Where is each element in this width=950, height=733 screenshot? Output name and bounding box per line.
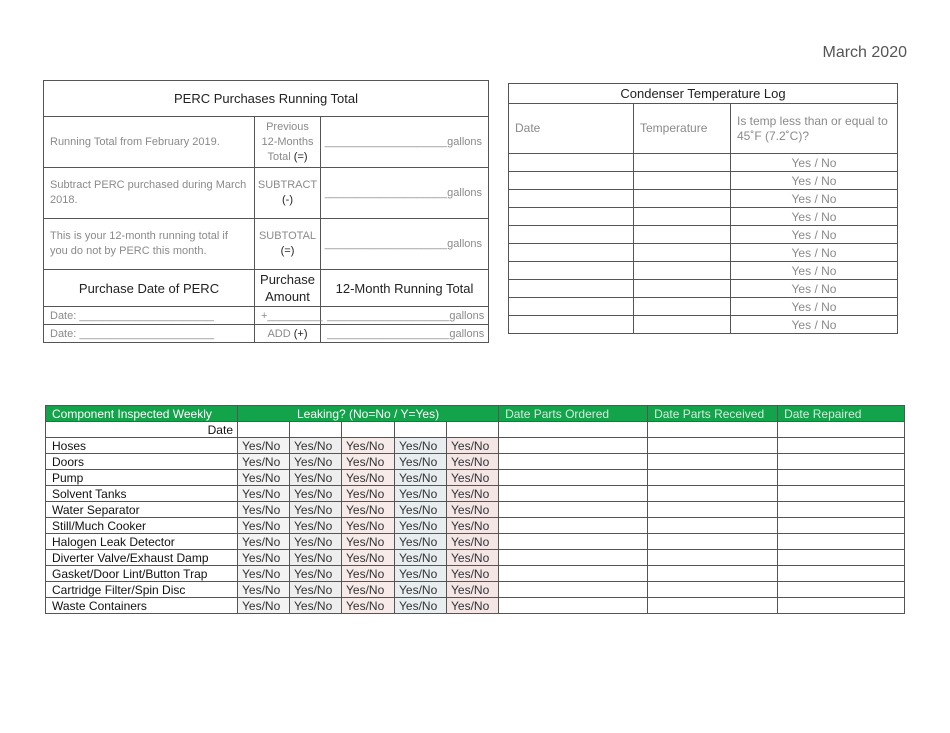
- condenser-row: [509, 280, 898, 298]
- condenser-yes-no[interactable]: Yes / No: [731, 172, 898, 190]
- leak-yes-no[interactable]: Yes/No: [447, 502, 499, 518]
- parts-ordered-cell[interactable]: [499, 486, 648, 502]
- perc-row-operation: SUBTOTAL (=): [255, 219, 321, 270]
- purchase-amount-header: Purchase Amount: [255, 270, 321, 307]
- condenser-row: [509, 190, 898, 208]
- condenser-date-cell[interactable]: [509, 316, 634, 334]
- parts-received-cell[interactable]: [648, 438, 778, 454]
- repaired-cell[interactable]: [778, 518, 905, 534]
- leak-yes-no[interactable]: Yes/No: [395, 598, 447, 614]
- parts-received-cell[interactable]: [648, 566, 778, 582]
- condenser-row: [509, 298, 898, 316]
- leak-yes-no[interactable]: Yes/No: [395, 454, 447, 470]
- component-row: [46, 454, 905, 470]
- leak-yes-no[interactable]: Yes/No: [238, 582, 290, 598]
- parts-received-cell[interactable]: [648, 582, 778, 598]
- leak-yes-no[interactable]: Yes/No: [447, 582, 499, 598]
- parts-ordered-cell[interactable]: [499, 502, 648, 518]
- leak-yes-no[interactable]: Yes/No: [447, 438, 499, 454]
- leak-yes-no[interactable]: Yes/No: [238, 470, 290, 486]
- condenser-date-header: Date: [509, 104, 634, 154]
- component-row: [46, 486, 905, 502]
- week-date-cell[interactable]: [238, 422, 290, 438]
- leak-yes-no[interactable]: Yes/No: [290, 582, 342, 598]
- leak-yes-no[interactable]: Yes/No: [447, 550, 499, 566]
- parts-ordered-cell[interactable]: [499, 566, 648, 582]
- condenser-temp-cell[interactable]: [634, 190, 731, 208]
- leak-yes-no[interactable]: Yes/No: [290, 502, 342, 518]
- leak-yes-no[interactable]: Yes/No: [290, 438, 342, 454]
- condenser-date-cell[interactable]: [509, 172, 634, 190]
- condenser-temp-cell[interactable]: [634, 226, 731, 244]
- component-row: [46, 582, 905, 598]
- leak-yes-no[interactable]: Yes/No: [447, 470, 499, 486]
- leak-yes-no[interactable]: Yes/No: [395, 502, 447, 518]
- leak-yes-no[interactable]: Yes/No: [395, 486, 447, 502]
- condenser-date-cell[interactable]: [509, 226, 634, 244]
- parts-received-cell[interactable]: [648, 486, 778, 502]
- condenser-yes-no[interactable]: Yes / No: [731, 280, 898, 298]
- component-name: Halogen Leak Detector: [46, 534, 238, 550]
- parts-received-cell[interactable]: [648, 534, 778, 550]
- leak-yes-no[interactable]: Yes/No: [395, 534, 447, 550]
- leak-yes-no[interactable]: Yes/No: [238, 550, 290, 566]
- repaired-cell[interactable]: [778, 422, 905, 438]
- repaired-cell[interactable]: [778, 550, 905, 566]
- leak-yes-no[interactable]: Yes/No: [238, 598, 290, 614]
- condenser-row: [509, 172, 898, 190]
- leak-yes-no[interactable]: Yes/No: [290, 486, 342, 502]
- component-row: [46, 598, 905, 614]
- repaired-cell[interactable]: [778, 438, 905, 454]
- repaired-cell[interactable]: [778, 582, 905, 598]
- leak-yes-no[interactable]: Yes/No: [342, 582, 395, 598]
- repaired-cell[interactable]: [778, 598, 905, 614]
- perc-row-desc: Subtract PERC purchased during March 2018.: [44, 168, 255, 219]
- condenser-row: [509, 208, 898, 226]
- component-name: Hoses: [46, 438, 238, 454]
- leak-yes-no[interactable]: Yes/No: [238, 486, 290, 502]
- running-total-field[interactable]: ____________________gallons: [321, 325, 489, 343]
- repaired-cell[interactable]: [778, 566, 905, 582]
- leak-yes-no[interactable]: Yes/No: [290, 518, 342, 534]
- condenser-row: [509, 316, 898, 334]
- perc-row-gallons-field[interactable]: ____________________gallons: [321, 168, 489, 219]
- condenser-temp-cell[interactable]: [634, 154, 731, 172]
- perc-row-operation: Previous 12-Months Total (=): [255, 117, 321, 168]
- leak-yes-no[interactable]: Yes/No: [447, 566, 499, 582]
- leak-yes-no[interactable]: Yes/No: [290, 598, 342, 614]
- leak-yes-no[interactable]: Yes/No: [447, 518, 499, 534]
- leak-yes-no[interactable]: Yes/No: [447, 486, 499, 502]
- condenser-yes-no[interactable]: Yes / No: [731, 226, 898, 244]
- leak-yes-no[interactable]: Yes/No: [342, 566, 395, 582]
- leak-yes-no[interactable]: Yes/No: [395, 550, 447, 566]
- leak-yes-no[interactable]: Yes/No: [342, 550, 395, 566]
- condenser-row: [509, 262, 898, 280]
- condenser-temp-cell[interactable]: [634, 172, 731, 190]
- week-date-cell[interactable]: [395, 422, 447, 438]
- component-row: [46, 470, 905, 486]
- leak-yes-no[interactable]: Yes/No: [395, 518, 447, 534]
- leak-yes-no[interactable]: Yes/No: [238, 518, 290, 534]
- date-row-label: Date: [46, 422, 238, 438]
- parts-received-cell[interactable]: [648, 502, 778, 518]
- parts-ordered-cell[interactable]: [499, 470, 648, 486]
- parts-ordered-cell[interactable]: [499, 534, 648, 550]
- component-name: Waste Containers: [46, 598, 238, 614]
- condenser-title: Condenser Temperature Log: [509, 84, 898, 104]
- parts-received-cell[interactable]: [648, 518, 778, 534]
- leak-yes-no[interactable]: Yes/No: [290, 566, 342, 582]
- condenser-temp-cell[interactable]: [634, 244, 731, 262]
- leak-yes-no[interactable]: Yes/No: [395, 470, 447, 486]
- component-name: Cartridge Filter/Spin Disc: [46, 582, 238, 598]
- purchase-amount-field[interactable]: +_________: [255, 307, 321, 325]
- condenser-yes-no[interactable]: Yes / No: [731, 208, 898, 226]
- condenser-temp-cell[interactable]: [634, 280, 731, 298]
- leak-yes-no[interactable]: Yes/No: [447, 534, 499, 550]
- purchase-date-field[interactable]: Date: ______________________: [44, 307, 255, 325]
- component-row: [46, 518, 905, 534]
- condenser-yes-no[interactable]: Yes / No: [731, 190, 898, 208]
- leak-yes-no[interactable]: Yes/No: [290, 454, 342, 470]
- leak-yes-no[interactable]: Yes/No: [395, 582, 447, 598]
- component-name: Doors: [46, 454, 238, 470]
- leak-yes-no[interactable]: Yes/No: [447, 454, 499, 470]
- condenser-temp-cell[interactable]: [634, 316, 731, 334]
- repaired-cell[interactable]: [778, 470, 905, 486]
- purchase-amount-field[interactable]: ADD (+): [255, 325, 321, 343]
- parts-received-cell[interactable]: [648, 550, 778, 566]
- leak-yes-no[interactable]: Yes/No: [342, 502, 395, 518]
- perc-running-total-table: [43, 80, 489, 343]
- condenser-row: [509, 226, 898, 244]
- leak-yes-no[interactable]: Yes/No: [342, 598, 395, 614]
- component-name: Pump: [46, 470, 238, 486]
- leak-yes-no[interactable]: Yes/No: [395, 438, 447, 454]
- condenser-date-cell[interactable]: [509, 280, 634, 298]
- leak-yes-no[interactable]: Yes/No: [342, 470, 395, 486]
- parts-ordered-cell[interactable]: [499, 454, 648, 470]
- condenser-question-header: Is temp less than or equal to 45˚F (7.2˚C)?: [731, 104, 898, 154]
- perc-row-desc: Running Total from February 2019.: [44, 117, 255, 168]
- condenser-yes-no[interactable]: Yes / No: [731, 316, 898, 334]
- leak-yes-no[interactable]: Yes/No: [238, 502, 290, 518]
- component-row: [46, 502, 905, 518]
- component-row: [46, 438, 905, 454]
- condenser-yes-no[interactable]: Yes / No: [731, 154, 898, 172]
- condenser-date-cell[interactable]: [509, 298, 634, 316]
- parts-ordered-cell[interactable]: [499, 422, 648, 438]
- leak-yes-no[interactable]: Yes/No: [342, 518, 395, 534]
- repaired-cell[interactable]: [778, 534, 905, 550]
- parts-ordered-cell[interactable]: [499, 438, 648, 454]
- purchase-date-field[interactable]: Date: ______________________: [44, 325, 255, 343]
- condenser-yes-no[interactable]: Yes / No: [731, 262, 898, 280]
- leak-yes-no[interactable]: Yes/No: [290, 550, 342, 566]
- condenser-date-cell[interactable]: [509, 208, 634, 226]
- parts-received-cell[interactable]: [648, 454, 778, 470]
- parts-ordered-cell[interactable]: [499, 550, 648, 566]
- leak-yes-no[interactable]: Yes/No: [342, 454, 395, 470]
- condenser-row: [509, 244, 898, 262]
- parts-ordered-cell[interactable]: [499, 518, 648, 534]
- perc-row-gallons-field[interactable]: ____________________gallons: [321, 117, 489, 168]
- component-name: Gasket/Door Lint/Button Trap: [46, 566, 238, 582]
- running-total-field[interactable]: ____________________gallons: [321, 307, 489, 325]
- leak-yes-no[interactable]: Yes/No: [238, 438, 290, 454]
- condenser-yes-no[interactable]: Yes / No: [731, 298, 898, 316]
- condenser-temp-cell[interactable]: [634, 208, 731, 226]
- condenser-yes-no[interactable]: Yes / No: [731, 244, 898, 262]
- condenser-date-cell[interactable]: [509, 154, 634, 172]
- condenser-date-cell[interactable]: [509, 244, 634, 262]
- leak-yes-no[interactable]: Yes/No: [238, 454, 290, 470]
- perc-title: PERC Purchases Running Total: [44, 81, 489, 117]
- component-name: Still/Much Cooker: [46, 518, 238, 534]
- repaired-cell[interactable]: [778, 454, 905, 470]
- condenser-temp-cell[interactable]: [634, 262, 731, 280]
- weekly-inspection-table: [45, 405, 905, 614]
- condenser-temperature-log: [508, 83, 898, 334]
- parts-received-cell[interactable]: [648, 598, 778, 614]
- leak-yes-no[interactable]: Yes/No: [342, 534, 395, 550]
- week-date-cell[interactable]: [342, 422, 395, 438]
- component-name: Water Separator: [46, 502, 238, 518]
- parts-ordered-header: Date Parts Ordered: [499, 406, 648, 422]
- parts-received-header: Date Parts Received: [648, 406, 778, 422]
- repaired-header: Date Repaired: [778, 406, 905, 422]
- parts-received-cell[interactable]: [648, 470, 778, 486]
- parts-ordered-cell[interactable]: [499, 598, 648, 614]
- running-total-header: 12-Month Running Total: [321, 270, 489, 307]
- repaired-cell[interactable]: [778, 486, 905, 502]
- perc-row-desc: This is your 12-month running total if you do not by PERC this month.: [44, 219, 255, 270]
- component-row: [46, 550, 905, 566]
- leak-yes-no[interactable]: Yes/No: [342, 438, 395, 454]
- repaired-cell[interactable]: [778, 502, 905, 518]
- component-row: [46, 534, 905, 550]
- condenser-row: [509, 154, 898, 172]
- leak-yes-no[interactable]: Yes/No: [290, 470, 342, 486]
- leak-yes-no[interactable]: Yes/No: [238, 566, 290, 582]
- component-name: Solvent Tanks: [46, 486, 238, 502]
- leak-yes-no[interactable]: Yes/No: [290, 534, 342, 550]
- condenser-date-cell[interactable]: [509, 190, 634, 208]
- parts-ordered-cell[interactable]: [499, 582, 648, 598]
- leak-yes-no[interactable]: Yes/No: [395, 566, 447, 582]
- condenser-temp-header: Temperature: [634, 104, 731, 154]
- leak-yes-no[interactable]: Yes/No: [447, 598, 499, 614]
- component-row: [46, 566, 905, 582]
- perc-row-operation: SUBTRACT (-): [255, 168, 321, 219]
- leaking-header: Leaking? (No=No / Y=Yes): [238, 406, 499, 422]
- week-date-cell[interactable]: [290, 422, 342, 438]
- leak-yes-no[interactable]: Yes/No: [238, 534, 290, 550]
- parts-received-cell[interactable]: [648, 422, 778, 438]
- purchase-date-header: Purchase Date of PERC: [44, 270, 255, 307]
- page-date: March 2020: [822, 44, 907, 61]
- perc-row-gallons-field[interactable]: ____________________gallons: [321, 219, 489, 270]
- component-header: Component Inspected Weekly: [46, 406, 238, 422]
- component-name: Diverter Valve/Exhaust Damp: [46, 550, 238, 566]
- condenser-temp-cell[interactable]: [634, 298, 731, 316]
- week-date-cell[interactable]: [447, 422, 499, 438]
- leak-yes-no[interactable]: Yes/No: [342, 486, 395, 502]
- condenser-date-cell[interactable]: [509, 262, 634, 280]
